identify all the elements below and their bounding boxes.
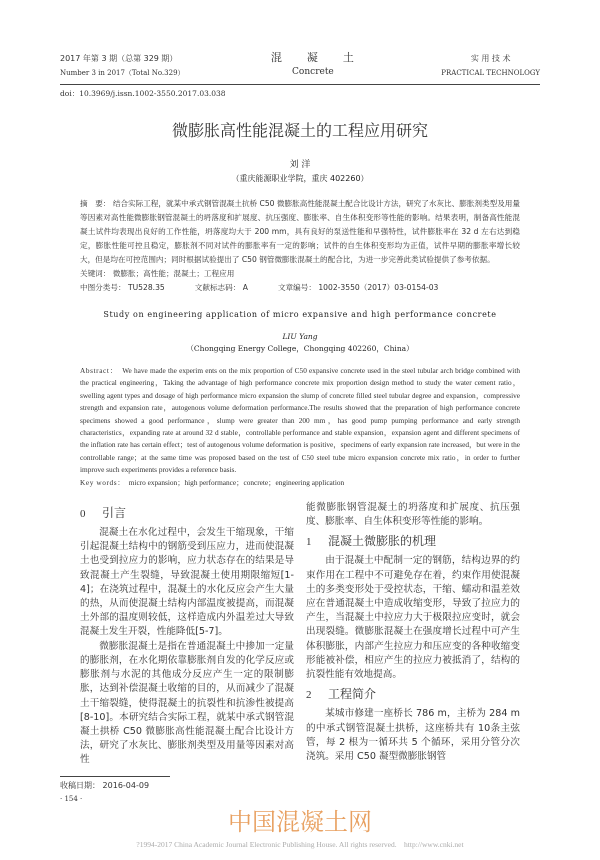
doc-label: 文献标志码： bbox=[194, 283, 241, 292]
section-number: 1 bbox=[306, 536, 312, 549]
issue-info bbox=[60, 52, 185, 80]
right-column bbox=[306, 501, 520, 767]
keywords-label: 关键词： bbox=[80, 269, 111, 278]
column-cn: 实 用 技 术 bbox=[470, 54, 511, 63]
paragraph: 某城市修建一座桥长 786 m，主桥为 284 m 的中承式钢管混凝土拱桥，这座桥共有 10条主弦管，每 2 根为一循环共 5 个循环，采用分管分次浇筑。采用 C50 凝型微膨胀钢管 bbox=[306, 708, 520, 762]
classification bbox=[80, 281, 520, 295]
left-column bbox=[80, 501, 294, 767]
section-title: 引言 bbox=[102, 506, 127, 521]
abstract-en-text: We have made the experim ents on the mix proportion of C50 expansive concrete used in the steel tubular arch bridge combined with the practical engineering，Taking the advantage of high performance concrete mix proportion design method to study the water cement ratio，swelling agent types and dosage of high performance micro expansion the slump of concrete filled steel tubular degree and expansion，compressive strength and expansion rate，autogenous volume deformation performance.The results showed that the preparation of high performance concrete specimens showed a good performance，slump were greater than 200 mm，has good pump pumping performance and early strength characteristics，expanding rate at around 32 d stable，controllable performance and stable expansion，expansion agent and different specimens of the inflation rate has certain effect；test of autogenous volume deformation is positive，specimens of early expansion rate increased，but were in the controllable range；at the same time was proposed based on the test of C50 steel tube micro expansion concrete mix ratio，in order to further improve such experiments provides a reference basis. bbox=[80, 366, 520, 475]
journal-name bbox=[271, 50, 355, 80]
title-cn: 微膨胀高性能混凝土的工程应用研究 bbox=[171, 121, 428, 140]
abstract-text: 结合实际工程，就某中承式钢管混凝土抗桥 C50 微膨胀高性能混凝土配合比设计方法，研究了水灰比、膨胀剂类型及用量等因素对高性能微膨胀钢管混凝土的坍落度和扩展度、抗压强度、膨胀率、自生体积变形等性能的影响。结果表明，制备高性能混凝土试件均表现出良好的工作性能，坍落度均大于 200 mm，具有良好的泵送性能和早强特性，试件膨胀率在 32 d 左右达到稳定，膨胀性能可控且稳定，膨胀剂不同对试件的膨胀率有一定的影响；试件的自生体积变形均为正值，试件早期的膨胀率增长较大，但是均在可控范围内；同时根据试验提出了 C50 钢管微膨胀混凝土的配合比，为进一步完善此类试验提供了参考依据。 bbox=[80, 199, 520, 264]
abstract-cn bbox=[80, 197, 520, 267]
author-en: LIU Yang bbox=[282, 332, 318, 341]
footnote-received bbox=[60, 779, 540, 792]
received-date: 2016-04-09 bbox=[102, 780, 150, 790]
keywords-cn bbox=[80, 267, 520, 281]
keywords-en-text: micro expansion；high performance；concrete；engineering application bbox=[128, 477, 345, 487]
doc-value: A bbox=[242, 283, 248, 292]
journal-en: Concrete bbox=[292, 67, 334, 77]
section-heading bbox=[80, 503, 294, 524]
title-en: Study on engineering application of micro expansive and high performance concrete bbox=[103, 310, 497, 319]
doi: doi：10.3969/j.issn.1002-3550.2017.03.038 bbox=[60, 89, 226, 98]
author-cn: 刘 洋 bbox=[289, 160, 311, 170]
running-header bbox=[60, 50, 540, 85]
abstract-en-label: Abstract： bbox=[80, 366, 115, 375]
journal-cn: 混 凝 土 bbox=[270, 51, 355, 64]
received-label: 收稿日期： bbox=[60, 780, 100, 790]
section-number: 0 bbox=[80, 508, 86, 521]
affiliation-cn: （重庆能源职业学院，重庆 402260） bbox=[231, 174, 369, 183]
issue-en: Number 3 in 2017（Total No.329） bbox=[60, 69, 185, 77]
clc-label: 中图分类号： bbox=[80, 283, 126, 292]
column-info bbox=[441, 52, 540, 80]
paragraph-continued: 能微膨胀钢管混凝土的坍落度和扩展度、抗压强度、膨胀率、自生体积变形等性能的影响。 bbox=[306, 502, 520, 528]
abstract-en bbox=[80, 365, 520, 477]
section-title: 混凝土微膨胀的机理 bbox=[328, 534, 437, 549]
affiliation-en: （Chongqing Energy College，Chongqing 402260，China） bbox=[186, 344, 414, 353]
keywords-text: 微膨胀；高性能；混凝土；工程应用 bbox=[112, 269, 235, 278]
clc-value: TU528.35 bbox=[127, 283, 165, 292]
column-en: PRACTICAL TECHNOLOGY bbox=[441, 69, 540, 77]
paragraph: 混凝土在水化过程中，会发生干缩现象，干缩引起混凝土结构中的钢筋受到压应力，进而使混凝土也受到拉应力的影响，应力状态存在的结果是导致混凝土产生裂缝，导致混凝土使用期限缩短[1-4]；在浇筑过程中，混凝土的水化反应会产生大量的热，从而使混凝土结构内部温度被提高，而混凝土外部的温度则较低，这样造成内外温差过大导致混凝土发生开裂，性能降低[5-7]。 bbox=[80, 527, 294, 638]
keywords-en bbox=[80, 477, 520, 489]
page-number: · 154 · bbox=[60, 794, 83, 803]
section-heading bbox=[306, 531, 520, 552]
section-number: 2 bbox=[306, 689, 312, 702]
issue-cn: 2017 年第 3 期（总第 329 期） bbox=[60, 54, 178, 63]
art-label: 文章编号： bbox=[277, 283, 316, 292]
watermark-logo: 中国混凝土网 bbox=[228, 807, 372, 836]
footer bbox=[60, 776, 540, 850]
section-title: 工程简介 bbox=[328, 687, 377, 702]
abstract-label: 摘 要： bbox=[80, 199, 111, 208]
section-heading bbox=[306, 684, 520, 705]
keywords-en-label: Key words： bbox=[80, 477, 122, 487]
paragraph: 微膨胀混凝土是指在普通混凝土中掺加一定量的膨胀剂，在水化期依靠膨胀剂自发的化学反应或膨胀剂与水泥的其他成分反应产生一定的限制膨胀，达到补偿混凝土收缩的目的，从而减少了混凝土干缩裂缝，使得混凝土的抗裂性和抗渗性被提高[8-10]。本研究结合实际工程，就某中承式钢管混凝土拱桥 C50 微膨胀高性能混凝土配合比设计方法，研究了水灰比、膨胀剂类型及用量等因素对高性 bbox=[80, 640, 294, 766]
body-columns bbox=[80, 501, 520, 767]
footnote-rule bbox=[60, 776, 170, 777]
art-value: 1002-3550（2017）03-0154-03 bbox=[318, 283, 439, 292]
paragraph: 由于混凝土中配制一定的钢筋，结构边界的约束作用在工程中不可避免存在着，约束作用使混凝土的多类变形处于受控状态，干缩、蠕动和温差效应在普通混凝土中造成收缩变形，导致了拉应力的产生，当混凝土中拉应力大于极限拉应变时，就会出现裂缝。微膨胀混凝土在强度增长过程中可产生体积膨胀，内部产生拉应力和压应变的各种收缩变形能被补偿，相应产生的拉应力被抵消了，结构的抗裂性能有效地提高。 bbox=[306, 555, 520, 681]
copyright: ?1994-2017 China Academic Journal Electronic Publishing House. All rights reserved. http://www.cnki.net bbox=[136, 839, 464, 849]
